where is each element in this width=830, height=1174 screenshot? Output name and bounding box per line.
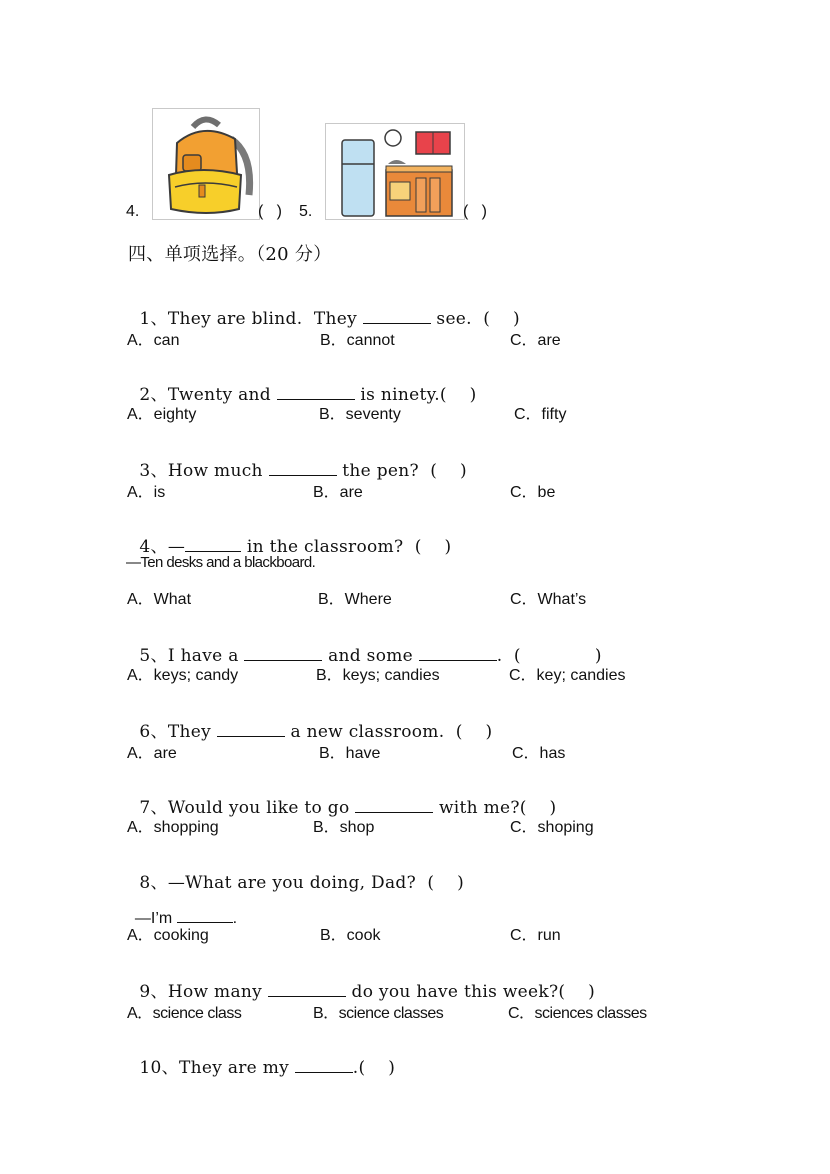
q10-number: 10、 <box>139 1058 179 1078</box>
q2-number: 2、 <box>139 385 168 405</box>
q8-answer-post: . <box>232 910 238 927</box>
q8-text: —What are you doing, Dad? ( ) <box>167 873 465 893</box>
q7-blank[interactable] <box>355 798 433 813</box>
q10-text-pre: They are my <box>178 1058 290 1078</box>
kitchen-icon <box>326 124 464 219</box>
q1-option-b[interactable]: B．cannot <box>320 332 395 349</box>
q2-option-c[interactable]: C．fifty <box>514 406 567 423</box>
q2-text-pre: Twenty and <box>167 385 271 405</box>
question-5 <box>128 621 602 666</box>
q9-option-c[interactable]: C．sciences classes <box>508 1005 647 1022</box>
q1-number: 1、 <box>139 309 168 329</box>
q9-number: 9、 <box>139 982 168 1002</box>
q4-answer-line: —Ten desks and a blackboard. <box>126 554 316 571</box>
q3-blank[interactable] <box>269 461 337 476</box>
q4-option-b[interactable]: B．Where <box>318 591 392 608</box>
q7-option-c[interactable]: C．shoping <box>510 819 594 836</box>
q2-option-b[interactable]: B．seventy <box>319 406 401 423</box>
q8-blank[interactable] <box>177 908 233 923</box>
q3-option-a[interactable]: A．is <box>127 484 166 501</box>
q5-option-a[interactable]: A．keys; candy <box>127 667 239 684</box>
q10-blank[interactable] <box>295 1058 353 1073</box>
q1-option-a[interactable]: A．can <box>127 332 180 349</box>
q6-text-post: a new classroom. ( ) <box>290 722 493 742</box>
q5-blank-2[interactable] <box>419 646 497 661</box>
q9-option-a[interactable]: A．science class <box>127 1005 242 1022</box>
q5-option-b[interactable]: B．keys; candies <box>316 667 440 684</box>
q4-option-c[interactable]: C．What’s <box>510 591 587 608</box>
question-1 <box>128 284 520 329</box>
q6-text-pre: They <box>167 722 211 742</box>
q2-option-a[interactable]: A．eighty <box>127 406 197 423</box>
q5-answer-paren[interactable]: ( ) <box>463 203 487 220</box>
question-8 <box>128 848 464 893</box>
q8-option-b[interactable]: B．cook <box>320 927 381 944</box>
q5-option-c[interactable]: C．key; candies <box>509 667 626 684</box>
q4-blank[interactable] <box>185 537 241 552</box>
q4-number: 4、 <box>139 537 168 557</box>
q9-text-pre: How many <box>167 982 263 1002</box>
q5-text-pre: I have a <box>167 646 239 666</box>
q7-text-pre: Would you like to go <box>167 798 350 818</box>
q7-option-b[interactable]: B．shop <box>313 819 375 836</box>
q1-blank[interactable] <box>363 309 431 324</box>
q3-text-pre: How much <box>167 461 263 481</box>
q6-option-a[interactable]: A．are <box>127 745 177 762</box>
q7-text-post: with me?( ) <box>438 798 557 818</box>
q4-number: 4. <box>126 203 140 220</box>
q10-text-post: .( ) <box>352 1058 396 1078</box>
q7-option-a[interactable]: A．shopping <box>127 819 219 836</box>
question-9 <box>128 957 595 1002</box>
q6-blank[interactable] <box>217 722 285 737</box>
q6-option-c[interactable]: C．has <box>512 745 566 762</box>
q8-option-a[interactable]: A．cooking <box>127 927 209 944</box>
q8-answer-pre: —I’m <box>134 910 173 927</box>
q1-text-pre: They are blind. They <box>167 309 357 329</box>
q9-blank[interactable] <box>268 982 346 997</box>
question-2 <box>128 360 477 405</box>
question-3 <box>128 436 467 481</box>
q8-number: 8、 <box>139 873 168 893</box>
backpack-image <box>152 108 260 220</box>
q9-text-post: do you have this week?( ) <box>351 982 596 1002</box>
q3-number: 3、 <box>139 461 168 481</box>
backpack-icon <box>153 109 259 219</box>
q6-number: 6、 <box>139 722 168 742</box>
question-10 <box>128 1033 395 1078</box>
q5-text-mid: and some <box>328 646 414 666</box>
q2-text-post: is ninety.( ) <box>360 385 477 405</box>
q3-option-c[interactable]: C．be <box>510 484 556 501</box>
q3-text-post: the pen? ( ) <box>342 461 467 481</box>
q1-option-c[interactable]: C．are <box>510 332 561 349</box>
q4-text-pre: — <box>167 537 186 557</box>
q4-option-a[interactable]: A．What <box>127 591 192 608</box>
q9-option-b[interactable]: B．science classes <box>313 1005 444 1022</box>
q7-number: 7、 <box>139 798 168 818</box>
q1-text-post: see. ( ) <box>436 309 520 329</box>
q6-option-b[interactable]: B．have <box>319 745 381 762</box>
question-4 <box>128 512 451 557</box>
q2-blank[interactable] <box>277 385 355 400</box>
q4-answer-paren[interactable]: ( ) <box>258 203 282 220</box>
q3-option-b[interactable]: B．are <box>313 484 363 501</box>
q4-text-post: in the classroom? ( ) <box>246 537 452 557</box>
question-6 <box>128 697 493 742</box>
q5-number: 5. <box>299 203 313 220</box>
question-7 <box>128 773 557 818</box>
q5-blank-1[interactable] <box>244 646 322 661</box>
q5-number: 5、 <box>139 646 168 666</box>
section-heading: 四、单项选择。（20 分） <box>128 244 332 265</box>
q8-option-c[interactable]: C．run <box>510 927 561 944</box>
q5-text-post: . ( ) <box>496 646 602 666</box>
kitchen-image <box>325 123 465 220</box>
